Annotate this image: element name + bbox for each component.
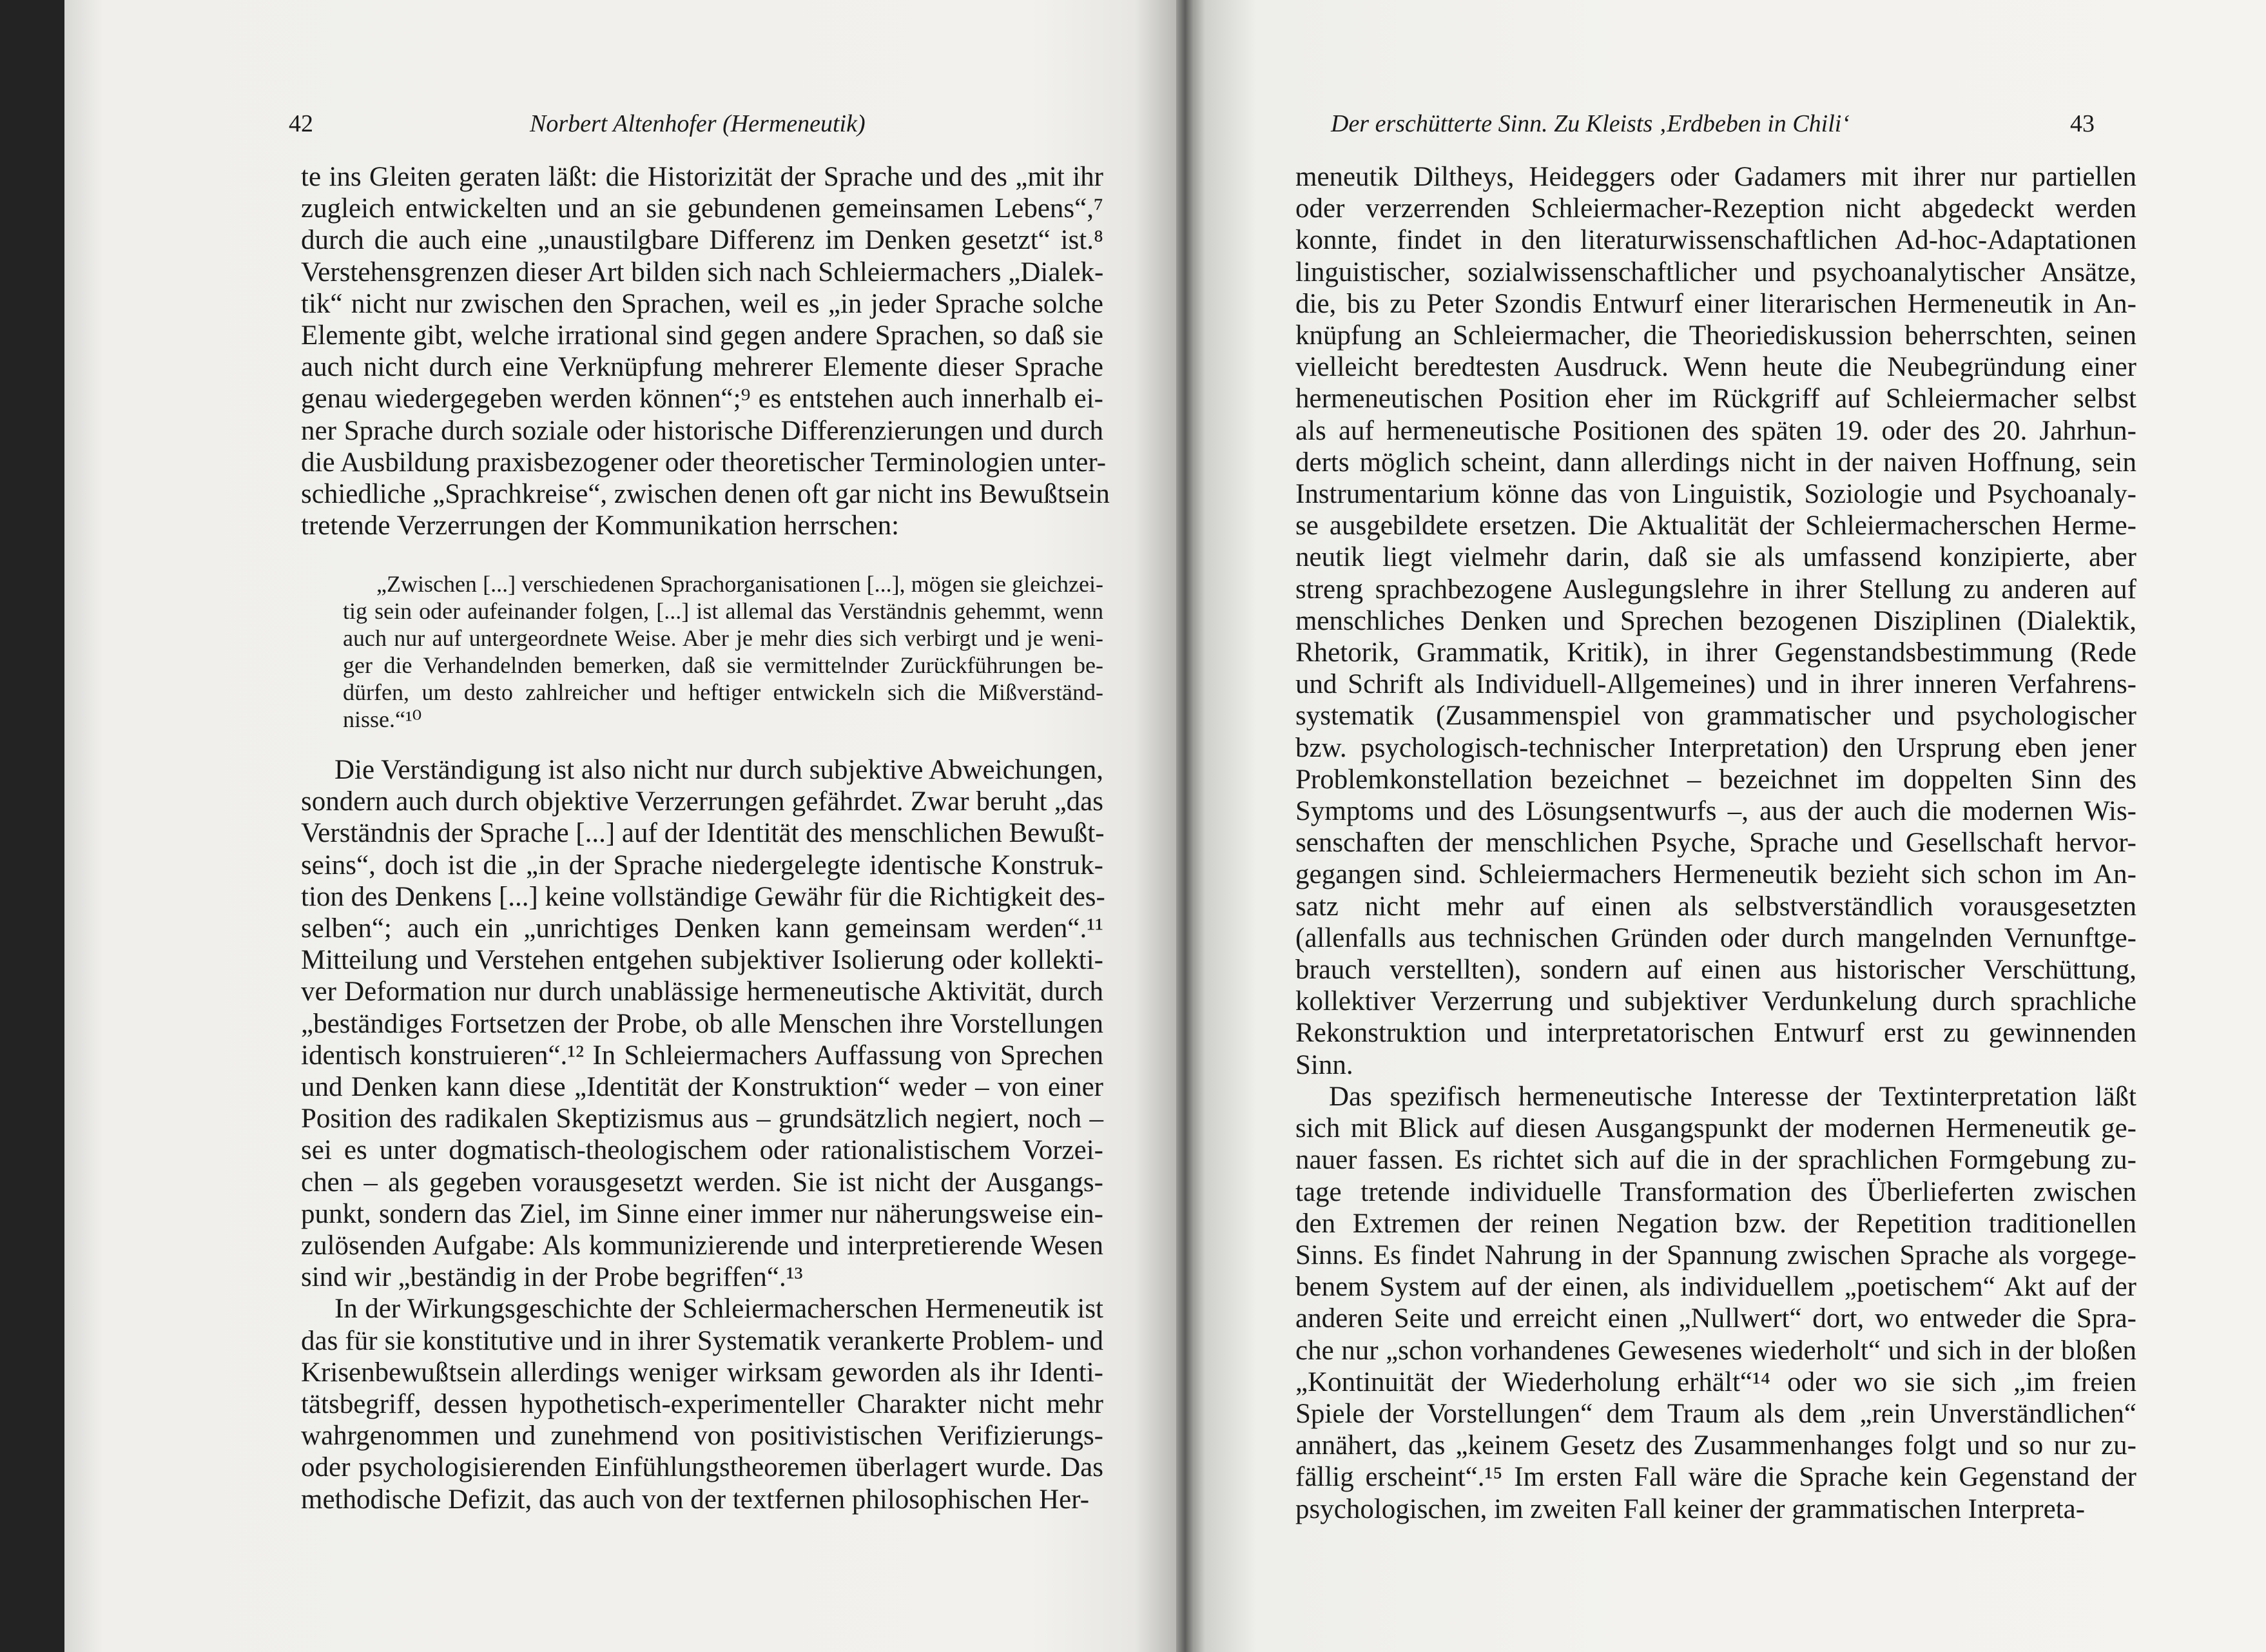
text-line: tik“ nicht nur zwischen den Sprachen, weil es „in jeder Sprache solche <box>301 288 1103 319</box>
text-line: bzw. psychologisch-technischer Interpretation) den Ursprung eben jener <box>1295 732 2136 763</box>
text-line: vielleicht beredtesten Ausdruck. Wenn heute die Neubegründung einer <box>1295 352 2136 383</box>
text-line: che nur „schon vorhandenes Gewesenes wiederholt“ und sich in der bloßen <box>1295 1335 2136 1366</box>
text-line: zugleich entwickelten und an sie gebundenen gemeinsamen Lebens“,⁷ <box>301 193 1103 224</box>
text-line: Rhetorik, Grammatik, Kritik), in ihrer Gegenstandsbestimmung (Rede <box>1295 637 2136 668</box>
text-line: streng sprachbezogene Auslegungslehre in ihrer Stellung zu anderen auf <box>1295 574 2136 605</box>
text-line: Die Verständigung ist also nicht nur durch subjektive Abweichungen, <box>334 755 1103 785</box>
text-line: Position des radikalen Skeptizismus aus – grundsätzlich negiert, noch – <box>301 1103 1103 1134</box>
block-quote <box>343 570 1103 733</box>
text-line: senschaften der menschlichen Psyche, Sprache und Gesellschaft hervor- <box>1295 828 2136 859</box>
text-line: zulösenden Aufgabe: Als kommunizierende und interpretierende Wesen <box>301 1230 1103 1261</box>
text-line: ver Deformation nur durch unablässige hermeneutische Aktivität, durch <box>301 977 1103 1007</box>
text-line: und Denken kann diese „Identität der Konstruktion“ weder – von einer <box>301 1072 1103 1103</box>
text-line: oder psychologisierenden Einfühlungstheoremen überlagert wurde. Das <box>301 1452 1103 1483</box>
text-line: chen – als gegeben vorausgesetzt werden. Sie ist nicht der Ausgangs- <box>301 1167 1103 1198</box>
text-line: linguistischer, sozialwissenschaftlicher und psychoanalytischer Ansätze, <box>1295 257 2136 287</box>
text-line: identisch konstruieren“.¹² In Schleiermachers Auffassung von Sprechen <box>301 1040 1103 1071</box>
paragraph <box>1295 1081 2136 1525</box>
text-line: Problemkonstellation bezeichnet – bezeichnet im doppelten Sinn des <box>1295 764 2136 795</box>
text-line: die, bis zu Peter Szondis Entwurf einer literarischen Hermeneutik in An- <box>1295 288 2136 319</box>
text-line: selben“; auch ein „unrichtiges Denken kann gemeinsam werden“.¹¹ <box>301 913 1103 944</box>
text-line: se ausgebildete ersetzen. Die Aktualität der Schleiermacherschen Herme- <box>1295 510 2136 541</box>
text-line: wahrgenommen und zunehmend von positivistischen Verifizierungs- <box>301 1421 1103 1452</box>
text-line: methodische Defizit, das auch von der textfernen philosophischen Her- <box>301 1484 1090 1515</box>
running-head: Norbert Altenhofer (Hermeneutik) <box>530 110 866 137</box>
text-line: konnte, findet in den literaturwissenschaftlichen Ad-hoc-Adaptationen <box>1295 225 2136 256</box>
text-line: auch nicht durch eine Verknüpfung mehrerer Elemente dieser Sprache <box>301 352 1103 383</box>
text-line: das für sie konstitutive und in ihrer Systematik verankerte Problem- und <box>301 1325 1103 1356</box>
text-line: Rekonstruktion und interpretatorischen Entwurf erst zu gewinnenden <box>1295 1018 2136 1049</box>
text-line: ger die Verhandelnden bemerken, daß sie vermittelnder Zurückführungen be- <box>343 652 1103 678</box>
text-line: Sinn. <box>1295 1049 1353 1080</box>
text-line: Symptoms und des Lösungsentwurfs –, aus der auch die modernen Wis- <box>1295 796 2136 827</box>
text-line: Verstehensgrenzen dieser Art bilden sich nach Schleiermachers „Dialek- <box>301 257 1104 287</box>
text-line: „Kontinuität der Wiederholung erhält“¹⁴ oder wo sie sich „im freien <box>1295 1366 2136 1397</box>
text-line: gegangen sind. Schleiermachers Hermeneutik bezieht sich schon im An- <box>1295 859 2136 890</box>
text-line: punkt, sondern das Ziel, im Sinne einer immer nur näherungsweise ein- <box>301 1198 1103 1229</box>
text-line: Das spezifisch hermeneutische Interesse der Textinterpretation läßt <box>1329 1081 2136 1112</box>
running-head: Der erschütterte Sinn. Zu Kleists ‚Erdbeben in Chili‘ <box>1331 110 1850 137</box>
text-line: benem System auf der einen, als individuellem „poetischem“ Akt auf der <box>1295 1272 2136 1303</box>
text-line: fällig erscheint“.¹⁵ Im ersten Fall wäre die Sprache kein Gegenstand der <box>1295 1462 2136 1493</box>
page-number: 43 <box>2070 110 2095 137</box>
text-line: „Zwischen [...] verschiedenen Sprachorganisationen [...], mögen sie gleichzei- <box>376 571 1103 597</box>
left-body-continued <box>301 754 1103 1515</box>
left-body <box>301 161 1110 541</box>
text-line: systematik (Zusammenspiel von grammatischer und psychologischer <box>1295 701 2136 732</box>
text-line: sondern auch durch objektive Verzerrungen gefährdet. Zwar beruht „das <box>301 786 1103 817</box>
text-line: sind wir „beständig in der Probe begriffen“.¹³ <box>301 1262 803 1293</box>
text-line: Elemente gibt, welche irrational sind gegen andere Sprachen, so daß sie <box>301 320 1103 351</box>
text-line: tätsbegriff, dessen hypothetisch-experimenteller Charakter nicht mehr <box>301 1389 1103 1420</box>
text-line: te ins Gleiten geraten läßt: die Historizität der Sprache und des „mit ihr <box>301 162 1103 192</box>
text-line: Spiele der Vorstellungen“ dem Traum als dem „rein Unverständlichen“ <box>1295 1398 2136 1429</box>
text-line: genau wiedergegeben werden können“;⁹ es entstehen auch innerhalb ei- <box>301 384 1103 414</box>
text-line: ner Sprache durch soziale oder historische Differenzierungen und durch <box>301 415 1103 446</box>
paragraph <box>1295 161 2136 1081</box>
text-line: hermeneutischen Position eher im Rückgriff auf Schleiermacher selbst <box>1295 384 2136 414</box>
text-line: „beständiges Fortsetzen der Probe, ob alle Menschen ihre Vorstellungen <box>301 1008 1103 1039</box>
text-line: tion des Denkens [...] keine vollständige Gewähr für die Richtigkeit des- <box>301 881 1105 912</box>
text-line: durch die auch eine „unaustilgbare Differenz im Denken gesetzt“ ist.⁸ <box>301 225 1103 256</box>
text-line: neutik liegt vielmehr darin, daß sie als umfassend konzipierte, aber <box>1295 542 2136 573</box>
text-line: menschliches Denken und Sprechen bezogenen Disziplinen (Dialektik, <box>1295 605 2136 636</box>
text-line: nauer fassen. Es richtet sich auf die in der sprachlichen Formgebung zu- <box>1295 1145 2136 1176</box>
left-page <box>64 0 1186 1652</box>
right-body <box>1295 161 2136 1525</box>
paragraph <box>301 1293 1103 1515</box>
text-line: brauch verstellten), sondern auf einen aus historischer Verschüttung, <box>1295 955 2136 986</box>
text-line: sei es unter dogmatisch-theologischem oder rationalistischem Vorzei- <box>301 1135 1103 1166</box>
text-line: schiedliche „Sprachkreise“, zwischen denen oft gar nicht ins Bewußtsein <box>301 479 1110 510</box>
text-line: tage tretende individuelle Transformation des Überlieferten zwischen <box>1295 1176 2136 1207</box>
text-line: tig sein oder aufeinander folgen, [...] ist allemal das Verständnis gehemmt, wenn <box>343 598 1103 624</box>
quote-text <box>343 570 1103 733</box>
text-line: die Ausbildung praxisbezogener oder theoretischer Terminologien unter- <box>301 447 1107 478</box>
text-line: dürfen, um desto zahlreicher und heftiger entwickeln sich die Mißverständ- <box>343 679 1103 705</box>
text-line: und Schrift als Individuell-Allgemeines) und in ihrer inneren Verfahrens- <box>1295 669 2136 700</box>
text-line: Mitteilung und Verstehen entgehen subjektiver Isolierung oder kollekti- <box>301 945 1103 976</box>
text-line: als auf hermeneutische Positionen des späten 19. oder des 20. Jahrhun- <box>1295 415 2136 446</box>
text-line: Instrumentarium könne das von Linguistik, Soziologie und Psychoanaly- <box>1295 479 2136 510</box>
book-gutter <box>1176 0 1194 1652</box>
paragraph <box>301 754 1103 1293</box>
text-line: meneutik Diltheys, Heideggers oder Gadamers mit ihrer nur partiellen <box>1295 162 2136 192</box>
text-line: auch nur auf untergeordnete Weise. Aber je mehr dies sich verbirgt und je weni- <box>343 625 1103 651</box>
right-page <box>1186 0 2266 1652</box>
text-line: Krisenbewußtsein allerdings weniger wirksam geworden als ihr Identi- <box>301 1357 1103 1388</box>
paragraph <box>301 161 1110 541</box>
text-line: nisse.“¹⁰ <box>343 706 422 732</box>
text-line: knüpfung an Schleiermacher, die Theoriediskussion beherrschten, seinen <box>1295 320 2136 351</box>
text-line: (allenfalls aus technischen Gründen oder durch mangelnden Vernunftge- <box>1295 922 2136 953</box>
text-line: Verständnis der Sprache [...] auf der Identität des menschlichen Bewußt- <box>301 818 1105 849</box>
text-line: derts möglich scheint, dann allerdings nicht in der naiven Hoffnung, sein <box>1295 447 2136 478</box>
page-number: 42 <box>289 110 313 137</box>
text-line: annähert, das „keinem Gesetz des Zusammenhanges folgt und so nur zu- <box>1295 1430 2136 1461</box>
text-line: seins“, doch ist die „in der Sprache niedergelegte identische Konstruk- <box>301 850 1103 880</box>
text-line: oder verzerrenden Schleiermacher-Rezeption nicht abgedeckt werden <box>1295 193 2136 224</box>
text-line: psychologischen, im zweiten Fall keiner der grammatischen Interpreta- <box>1295 1493 2086 1524</box>
text-line: satz nicht mehr auf einen als selbstverständlich vorausgesetzten <box>1295 891 2136 922</box>
text-line: anderen Seite und erreicht einen „Nullwert“ dort, wo entweder die Spra- <box>1295 1303 2136 1334</box>
text-line: Sinns. Es findet Nahrung in der Spannung zwischen Sprache als vorgege- <box>1295 1239 2136 1270</box>
text-line: tretende Verzerrungen der Kommunikation herrschen: <box>301 510 900 541</box>
text-line: den Extremen der reinen Negation bzw. der Repetition traditionellen <box>1295 1208 2136 1239</box>
text-line: In der Wirkungsgeschichte der Schleiermacherschen Hermeneutik ist <box>334 1294 1103 1325</box>
text-line: kollektiver Verzerrung und subjektiver Verdunkelung durch sprachliche <box>1295 986 2136 1017</box>
text-line: sich mit Blick auf diesen Ausgangspunkt der modernen Hermeneutik ge- <box>1295 1113 2136 1144</box>
